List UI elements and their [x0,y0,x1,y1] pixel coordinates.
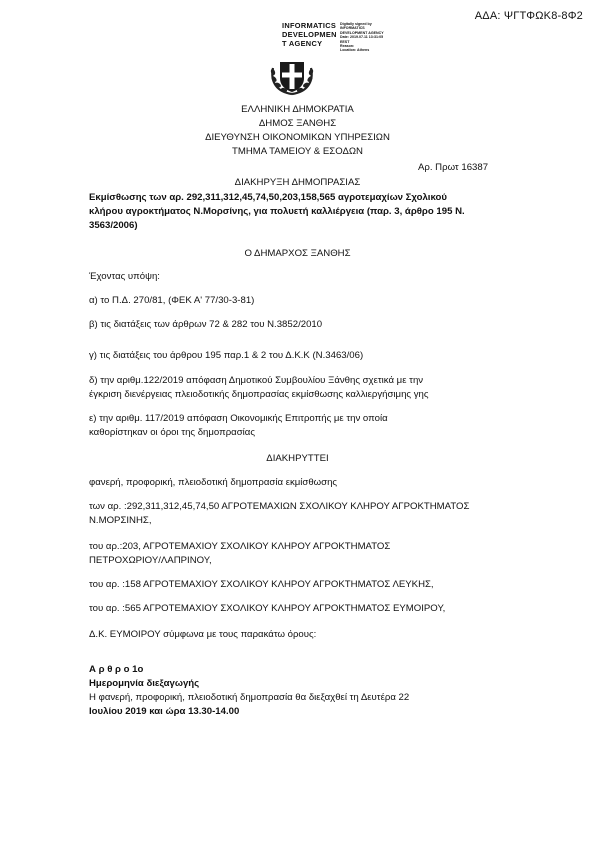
signature-line: Location: Athens [340,48,370,53]
list-item-line: έγκριση διενέργειας πλειοδοτικής δημοπρασίας εκμίσθωσης καλλιεργήσιμης γης [89,389,429,400]
article-1 [89,663,529,719]
subject [89,191,529,233]
signature-line: Digitally signed by [340,22,372,26]
list-item-line: καθορίστηκαν οι όροι της δημοπρασίας [89,427,255,438]
declares-heading: ΔΙΑΚΗΡΥΤΤΕΙ [266,453,329,464]
article-text: Ιουλίου 2019 και ώρα 13.30-14.00 [89,706,240,717]
body-line: Δ.Κ. ΕΥΜΟΙΡΟΥ σύμφωνα με τους παρακάτω όρους: [89,629,317,640]
department-name: ΤΜΗΜΑ ΤΑΜΕΙΟΥ & ΕΣΟΔΩΝ [232,146,363,157]
mayor-heading: Ο ΔΗΜΑΡΧΟΣ ΞΑΝΘΗΣ [244,248,351,259]
subject-line: 3563/2006) [89,220,138,231]
body-line-part: Ν.ΜΟΡΣΙΝΗΣ, [89,515,152,526]
document-title: ΔΙΑΚΗΡΥΞΗ ΔΗΜΟΠΡΑΣΙΑΣ [234,177,361,188]
body-line: φανερή, προφορική, πλειοδοτική δημοπρασία εκμίσθωσης [89,477,338,488]
considering-label: Έχοντας υπόψη: [89,271,160,282]
list-item [89,374,529,402]
article-text: Η φανερή, προφορική, πλειοδοτική δημοπρασία θα διεξαχθεί τη Δευτέρα 22 [89,692,410,703]
body-line: του αρ. :565 ΑΓΡΟΤΕΜΑΧΙΟΥ ΣΧΟΛΙΚΟΥ ΚΛΗΡΟΥ ΑΓΡΟΚΤΗΜΑΤΟΣ ΕΥΜΟΙΡΟΥ, [89,603,446,614]
list-item: α) το Π.Δ. 270/81, (ΦΕΚ Α' 77/30-3-81) [89,295,255,306]
body-line: του αρ. :158 ΑΓΡΟΤΕΜΑΧΙΟΥ ΣΧΟΛΙΚΟΥ ΚΛΗΡΟΥ ΑΓΡΟΚΤΗΜΑΤΟΣ ΛΕΥΚΗΣ, [89,579,434,590]
body-line-part: ΠΕΤΡΟΧΩΡΙΟΥ/ΛΑΠΡΙΝΟΥ, [89,555,212,566]
subject-line: κλήρου αγροκτήματος Ν.Μορσίνης, για πολυετή καλλιέργεια (παρ. 3, άρθρο 195 Ν. [89,206,465,217]
body-line-part: των αρ. :292,311,312,45,74,50 ΑΓΡΟΤΕΜΑΧΙΩΝ ΣΧΟΛΙΚΟΥ ΚΛΗΡΟΥ ΑΓΡΟΚΤΗΜΑΤΟΣ [89,501,470,512]
body-line [89,540,529,568]
country-name: ΕΛΛΗΝΙΚΗ ΔΗΜΟΚΡΑΤΙΑ [241,104,354,115]
body-line-part: του αρ.:203, ΑΓΡΟΤΕΜΑΧΙΟΥ ΣΧΟΛΙΚΟΥ ΚΛΗΡΟΥ ΑΓΡΟΚΤΗΜΑΤΟΣ [89,541,391,552]
ada-code: ΑΔΑ: ΨΓΤΦΩΚ8-8Φ2 [474,10,583,22]
logo-line: INFORMATICS [282,21,337,30]
signature-line: Date: 2019.07.11 13:31:05 [340,35,384,40]
subject-line: Εκμίσθωσης των αρ. 292,311,312,45,74,50,203,158,565 αγροτεμαχίων Σχολικού [89,192,447,203]
list-item-line: δ) την αριθμ.122/2019 απόφαση Δημοτικού Συμβουλίου Ξάνθης σχετικά με την [89,375,424,386]
protocol-number: Αρ. Πρωτ 16387 [418,162,489,173]
authority-block [0,103,595,159]
list-item: β) τις διατάξεις των άρθρων 72 & 282 του Ν.3852/2010 [89,319,323,330]
signature-line: EEST [340,39,350,44]
greek-coat-of-arms-icon [265,56,319,96]
signature-details [340,22,384,53]
logo-line: T AGENCY [282,38,323,48]
article-heading: Α ρ θ ρ ο 1ο [89,664,144,675]
body-line [89,500,529,528]
article-subheading: Ημερομηνία διεξαγωγής [89,678,200,689]
signature-stamp-label [282,22,337,48]
logo-line: DEVELOPMEN [282,29,337,39]
list-item: γ) τις διατάξεις του άρθρου 195 παρ.1 & 2 του Δ.Κ.Κ (Ν.3463/06) [89,350,364,361]
list-item [89,412,529,440]
signature-line: DEVELOPMENT AGENCY [340,30,384,35]
municipality-name: ΔΗΜΟΣ ΞΑΝΘΗΣ [258,118,337,129]
directorate-name: ΔΙΕΥΘΥΝΣΗ ΟΙΚΟΝΟΜΙΚΩΝ ΥΠΗΡΕΣΙΩΝ [205,132,390,143]
signature-line: INFORMATICS [340,26,365,31]
list-item-line: ε) την αριθμ. 117/2019 απόφαση Οικονομικής Επιτροπής με την οποία [89,413,388,424]
signature-line: Reason: [340,44,355,49]
